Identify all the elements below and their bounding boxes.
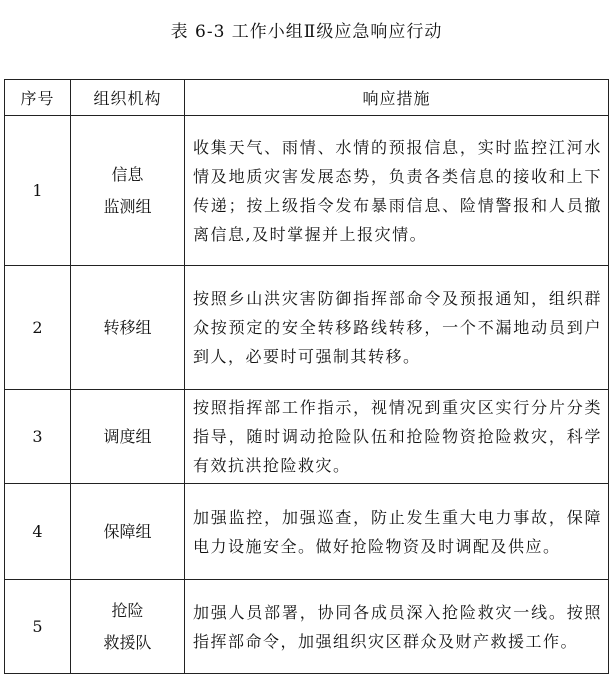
row-number: 1 [5,116,71,266]
response-measure: 收集天气、雨情、水情的预报信息，实时监控江河水情及地质灾害发展态势，负责各类信息的接收和上下传递；按上级指令发布暴雨信息、险情警报和人员撤离信息,及时掌握并上报灾情。 [185,116,609,266]
table-row [5,484,609,580]
response-measure: 按照乡山洪灾害防御指挥部命令及预报通知，组织群众按预定的安全转移路线转移，一个不漏地动员到户到人，必要时可强制其转移。 [185,266,609,390]
header-measure: 响应措施 [185,80,609,116]
row-number: 3 [5,390,71,484]
row-number: 2 [5,266,71,390]
table-row [5,116,609,266]
org-name-line: 转移组 [103,317,152,337]
org-name-line: 保障组 [103,521,152,541]
table-row [5,390,609,484]
table-header-row [5,80,609,116]
response-measure: 按照指挥部工作指示，视情况到重灾区实行分片分类指导，随时调动抢险队伍和抢险物资抢险救灾，科学有效抗洪抢险救灾。 [185,390,609,484]
table-row [5,580,609,674]
org-name-line: 调度组 [103,426,152,446]
table-caption: 表 6-3 工作小组Ⅱ级应急响应行动 [170,22,443,42]
org-name [71,116,185,266]
response-measure: 加强监控，加强巡查，防止发生重大电力事故，保障电力设施安全。做好抢险物资及时调配及供应。 [185,484,609,580]
emergency-response-table [4,79,609,674]
org-name [71,580,185,674]
org-name-line: 监测组 [103,196,152,216]
org-name-line: 救援队 [103,632,152,652]
org-name-line: 抢险 [111,600,144,620]
header-no: 序号 [5,80,71,116]
header-org: 组织机构 [71,80,185,116]
org-name-line: 信息 [111,164,144,184]
org-name [71,266,185,390]
org-name [71,390,185,484]
table-row [5,266,609,390]
row-number: 5 [5,580,71,674]
row-number: 4 [5,484,71,580]
response-measure: 加强人员部署，协同各成员深入抢险救灾一线。按照指挥部命令，加强组织灾区群众及财产救援工作。 [185,580,609,674]
org-name [71,484,185,580]
